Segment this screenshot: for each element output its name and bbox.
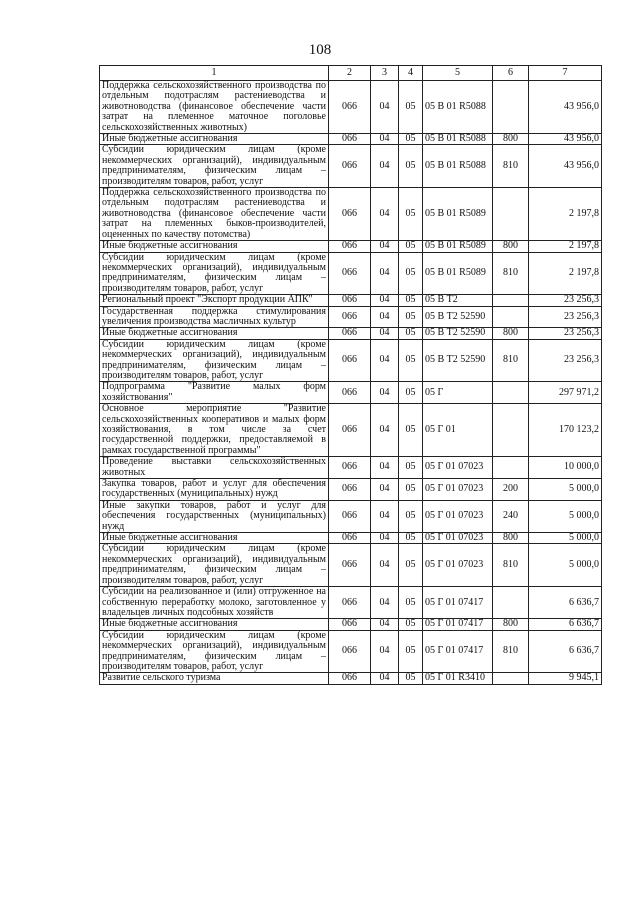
row-ministry-code: 066 — [329, 533, 371, 544]
row-expense-type: 240 — [493, 500, 529, 532]
row-ministry-code: 066 — [329, 81, 371, 134]
budget-table — [99, 65, 602, 685]
row-amount: 43 956,0 — [529, 134, 602, 145]
row-amount: 5 000,0 — [529, 544, 602, 587]
row-section-code: 04 — [371, 673, 399, 684]
row-ministry-code: 066 — [329, 241, 371, 252]
row-section-code: 04 — [371, 533, 399, 544]
row-section-code: 04 — [371, 479, 399, 501]
row-name: Развитие сельского туризма — [100, 673, 329, 684]
table-row — [100, 328, 602, 339]
row-subsection-code: 05 — [399, 479, 423, 501]
row-name: Иные бюджетные ассигнования — [100, 533, 329, 544]
row-amount: 2 197,8 — [529, 241, 602, 252]
row-ministry-code: 066 — [329, 252, 371, 295]
row-amount: 5 000,0 — [529, 533, 602, 544]
row-section-code: 04 — [371, 328, 399, 339]
row-section-code: 04 — [371, 188, 399, 241]
row-section-code: 04 — [371, 382, 399, 404]
row-target-article: 05 Г 01 07023 — [423, 500, 493, 532]
row-name: Государственная поддержка стимулирования увеличения производства масличных культур — [100, 306, 329, 328]
row-ministry-code: 066 — [329, 295, 371, 306]
table-row — [100, 673, 602, 684]
table-row — [100, 252, 602, 295]
row-section-code: 04 — [371, 339, 399, 382]
row-expense-type — [493, 188, 529, 241]
row-subsection-code: 05 — [399, 404, 423, 457]
row-name: Субсидии юридическим лицам (кроме некоммерческих организаций), индивидуальным предпринимателям, физическим лицам – производителям товаров, работ, услуг — [100, 339, 329, 382]
row-amount: 23 256,3 — [529, 306, 602, 328]
row-expense-type: 810 — [493, 544, 529, 587]
row-subsection-code: 05 — [399, 145, 423, 188]
table-body — [100, 81, 602, 685]
row-name: Иные бюджетные ассигнования — [100, 134, 329, 145]
row-ministry-code: 066 — [329, 457, 371, 479]
table-row — [100, 134, 602, 145]
row-name: Закупка товаров, работ и услуг для обеспечения государственных (муниципальных) нужд — [100, 479, 329, 501]
row-ministry-code: 066 — [329, 500, 371, 532]
row-subsection-code: 05 — [399, 306, 423, 328]
row-name: Иные бюджетные ассигнования — [100, 328, 329, 339]
table-header-row — [100, 66, 602, 81]
row-ministry-code: 066 — [329, 339, 371, 382]
row-section-code: 04 — [371, 500, 399, 532]
row-expense-type: 800 — [493, 241, 529, 252]
row-target-article: 05 В 01 R5088 — [423, 134, 493, 145]
table-row — [100, 306, 602, 328]
row-name: Иные бюджетные ассигнования — [100, 241, 329, 252]
row-section-code: 04 — [371, 630, 399, 673]
header-col-3: 3 — [371, 66, 399, 81]
row-subsection-code: 05 — [399, 81, 423, 134]
table-row — [100, 145, 602, 188]
row-ministry-code: 066 — [329, 328, 371, 339]
row-name: Основное мероприятие "Развитие сельскохозяйственных кооперативов и малых форм хозяйствования, в том числе за счет государственной поддержки, предоставляемой в рамках государственной программы" — [100, 404, 329, 457]
header-col-1: 1 — [100, 66, 329, 81]
row-amount: 43 956,0 — [529, 145, 602, 188]
row-target-article: 05 Г — [423, 382, 493, 404]
row-subsection-code: 05 — [399, 339, 423, 382]
row-expense-type: 800 — [493, 619, 529, 630]
row-ministry-code: 066 — [329, 587, 371, 619]
row-ministry-code: 066 — [329, 630, 371, 673]
table-row — [100, 295, 602, 306]
row-name: Субсидии юридическим лицам (кроме некоммерческих организаций), индивидуальным предпринимателям, физическим лицам – производителям товаров, работ, услуг — [100, 544, 329, 587]
row-name: Поддержка сельскохозяйственного производства по отдельным подотраслям растениеводства и животноводства (финансовое обеспечение части затрат на племенных быков-производителей, оцененных по качеству потомства) — [100, 188, 329, 241]
row-name: Иные бюджетные ассигнования — [100, 619, 329, 630]
row-section-code: 04 — [371, 544, 399, 587]
table-row — [100, 241, 602, 252]
row-target-article: 05 В Т2 52590 — [423, 306, 493, 328]
row-subsection-code: 05 — [399, 328, 423, 339]
row-expense-type: 810 — [493, 630, 529, 673]
row-amount: 6 636,7 — [529, 587, 602, 619]
row-subsection-code: 05 — [399, 134, 423, 145]
row-amount: 43 956,0 — [529, 81, 602, 134]
row-expense-type: 800 — [493, 533, 529, 544]
row-amount: 170 123,2 — [529, 404, 602, 457]
table-row — [100, 533, 602, 544]
row-subsection-code: 05 — [399, 630, 423, 673]
row-section-code: 04 — [371, 619, 399, 630]
row-amount: 23 256,3 — [529, 295, 602, 306]
row-expense-type — [493, 673, 529, 684]
row-ministry-code: 066 — [329, 145, 371, 188]
row-target-article: 05 Г 01 07023 — [423, 544, 493, 587]
row-name: Подпрограмма "Развитие малых форм хозяйствования" — [100, 382, 329, 404]
row-name: Проведение выставки сельскохозяйственных животных — [100, 457, 329, 479]
row-ministry-code: 066 — [329, 673, 371, 684]
table-row — [100, 619, 602, 630]
row-subsection-code: 05 — [399, 188, 423, 241]
header-col-6: 6 — [493, 66, 529, 81]
row-section-code: 04 — [371, 145, 399, 188]
row-amount: 5 000,0 — [529, 500, 602, 532]
row-subsection-code: 05 — [399, 673, 423, 684]
row-amount: 2 197,8 — [529, 252, 602, 295]
row-name: Субсидии на реализованное и (или) отгруженное на собственную переработку молоко, заготовленное у владельцев личных подсобных хозяйств — [100, 587, 329, 619]
row-name: Субсидии юридическим лицам (кроме некоммерческих организаций), индивидуальным предпринимателям, физическим лицам – производителям товаров, работ, услуг — [100, 630, 329, 673]
row-subsection-code: 05 — [399, 457, 423, 479]
row-target-article: 05 Г 01 07417 — [423, 587, 493, 619]
row-target-article: 05 В 01 R5089 — [423, 252, 493, 295]
row-target-article: 05 В Т2 — [423, 295, 493, 306]
row-target-article: 05 Г 01 07023 — [423, 457, 493, 479]
table-row — [100, 544, 602, 587]
row-ministry-code: 066 — [329, 382, 371, 404]
row-name: Субсидии юридическим лицам (кроме некоммерческих организаций), индивидуальным предпринимателям, физическим лицам – производителям товаров, работ, услуг — [100, 252, 329, 295]
row-subsection-code: 05 — [399, 295, 423, 306]
row-section-code: 04 — [371, 457, 399, 479]
row-target-article: 05 В 01 R5089 — [423, 188, 493, 241]
table-row — [100, 500, 602, 532]
row-target-article: 05 Г 01 07417 — [423, 619, 493, 630]
row-expense-type — [493, 81, 529, 134]
header-col-2: 2 — [329, 66, 371, 81]
row-name: Субсидии юридическим лицам (кроме некоммерческих организаций), индивидуальным предпринимателям, физическим лицам – производителям товаров, работ, услуг — [100, 145, 329, 188]
table-row — [100, 457, 602, 479]
row-amount: 6 636,7 — [529, 619, 602, 630]
row-expense-type — [493, 295, 529, 306]
row-amount: 10 000,0 — [529, 457, 602, 479]
row-ministry-code: 066 — [329, 404, 371, 457]
table-row — [100, 81, 602, 134]
row-amount: 2 197,8 — [529, 188, 602, 241]
header-col-7: 7 — [529, 66, 602, 81]
row-name: Поддержка сельскохозяйственного производства по отдельным подотраслям растениеводства и животноводства (финансовое обеспечение части затрат на племенное маточное поголовье сельскохозяйственных животных) — [100, 81, 329, 134]
row-ministry-code: 066 — [329, 479, 371, 501]
row-target-article: 05 В Т2 52590 — [423, 328, 493, 339]
row-ministry-code: 066 — [329, 134, 371, 145]
row-target-article: 05 Г 01 R3410 — [423, 673, 493, 684]
row-section-code: 04 — [371, 306, 399, 328]
row-target-article: 05 Г 01 — [423, 404, 493, 457]
row-ministry-code: 066 — [329, 306, 371, 328]
row-section-code: 04 — [371, 241, 399, 252]
table-row — [100, 188, 602, 241]
row-amount: 5 000,0 — [529, 479, 602, 501]
row-expense-type: 810 — [493, 252, 529, 295]
table-row — [100, 382, 602, 404]
row-expense-type — [493, 457, 529, 479]
row-ministry-code: 066 — [329, 188, 371, 241]
row-section-code: 04 — [371, 252, 399, 295]
row-subsection-code: 05 — [399, 544, 423, 587]
row-target-article: 05 Г 01 07417 — [423, 630, 493, 673]
row-subsection-code: 05 — [399, 252, 423, 295]
row-expense-type — [493, 382, 529, 404]
row-target-article: 05 Г 01 07023 — [423, 533, 493, 544]
row-expense-type: 800 — [493, 134, 529, 145]
row-section-code: 04 — [371, 587, 399, 619]
row-section-code: 04 — [371, 81, 399, 134]
row-ministry-code: 066 — [329, 544, 371, 587]
row-expense-type — [493, 306, 529, 328]
row-amount: 9 945,1 — [529, 673, 602, 684]
row-target-article: 05 Г 01 07023 — [423, 479, 493, 501]
table-row — [100, 587, 602, 619]
page-number: 108 — [308, 42, 332, 58]
row-expense-type — [493, 587, 529, 619]
row-amount: 6 636,7 — [529, 630, 602, 673]
row-subsection-code: 05 — [399, 619, 423, 630]
row-expense-type: 810 — [493, 339, 529, 382]
row-subsection-code: 05 — [399, 533, 423, 544]
row-expense-type: 200 — [493, 479, 529, 501]
table-row — [100, 339, 602, 382]
row-amount: 297 971,2 — [529, 382, 602, 404]
row-amount: 23 256,3 — [529, 339, 602, 382]
row-subsection-code: 05 — [399, 500, 423, 532]
row-subsection-code: 05 — [399, 382, 423, 404]
row-expense-type — [493, 404, 529, 457]
row-target-article: 05 В Т2 52590 — [423, 339, 493, 382]
table-row — [100, 479, 602, 501]
row-name: Иные закупки товаров, работ и услуг для обеспечения государственных (муниципальных) нужд — [100, 500, 329, 532]
row-target-article: 05 В 01 R5088 — [423, 81, 493, 134]
row-amount: 23 256,3 — [529, 328, 602, 339]
row-subsection-code: 05 — [399, 587, 423, 619]
row-section-code: 04 — [371, 404, 399, 457]
table-row — [100, 404, 602, 457]
row-section-code: 04 — [371, 134, 399, 145]
header-col-4: 4 — [399, 66, 423, 81]
row-name: Региональный проект "Экспорт продукции АПК" — [100, 295, 329, 306]
table-row — [100, 630, 602, 673]
row-expense-type: 810 — [493, 145, 529, 188]
row-ministry-code: 066 — [329, 619, 371, 630]
row-section-code: 04 — [371, 295, 399, 306]
row-subsection-code: 05 — [399, 241, 423, 252]
row-target-article: 05 В 01 R5088 — [423, 145, 493, 188]
header-col-5: 5 — [423, 66, 493, 81]
row-target-article: 05 В 01 R5089 — [423, 241, 493, 252]
row-expense-type: 800 — [493, 328, 529, 339]
